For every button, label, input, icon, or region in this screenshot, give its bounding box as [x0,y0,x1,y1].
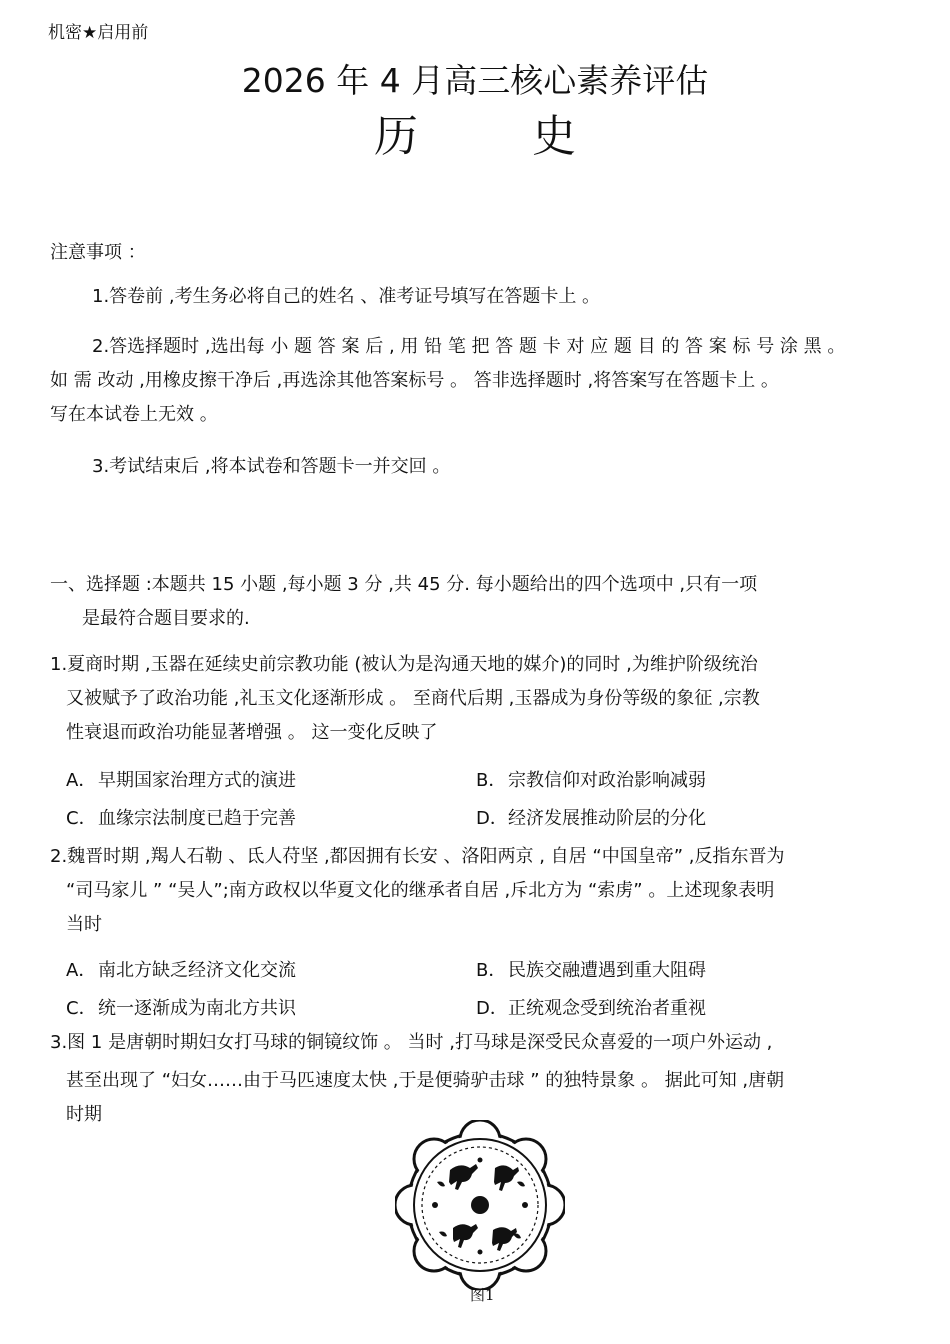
q2-option-c [66,994,296,1020]
option-key: D． [476,808,508,829]
notice-item-2-line-2: 如 需 改动 ,用橡皮擦干净后 ,再选涂其他答案标号 。 答非选择题时 ,将答案写在答题卡上 。 [50,370,779,391]
q1-option-c [66,804,296,830]
bronze-mirror-figure [395,1120,565,1290]
section-instruction: 是最符合题目要求的. [82,608,250,629]
figure-caption: 图1 [470,1286,495,1304]
option-key: D． [476,998,508,1019]
q1-stem-line-1: 1.夏商时期 ,玉器在延续史前宗教功能 (被认为是沟通天地的媒介)的同时 ,为维护阶级统治 [50,654,758,675]
q3-stem-line-3: 时期 [66,1104,102,1125]
q1-option-a [66,766,296,792]
q2-option-d [476,994,706,1020]
option-key: B． [476,960,507,981]
option-key: A． [66,770,97,791]
confidential-mark: 机密★启用前 [48,23,149,43]
bronze-mirror-illustration [395,1120,565,1290]
notice-item-2-line-1: 2.答选择题时 ,选出每 小 题 答 案 后 , 用 铅 笔 把 答 题 卡 对 应 题 目 的 答 案 标 号 涂 黑 。 [92,336,846,357]
option-text: 血缘宗法制度已趋于完善 [98,808,296,829]
q1-stem-line-2: 又被赋予了政治功能 ,礼玉文化逐渐形成 。 至商代后期 ,玉器成为身份等级的象征 ,宗教 [66,688,760,709]
notice-heading: 注意事项 ： [50,242,146,263]
subject-title: 历 史 [374,111,626,162]
option-text: 宗教信仰对政治影响减弱 [508,770,706,791]
option-key: C． [66,998,97,1019]
exam-title: 2026 年 4 月高三核心素养评估 [241,61,709,100]
option-text: 正统观念受到统治者重视 [508,998,706,1019]
q3-stem-line-2: 甚至出现了 “妇女……由于马匹速度太快 ,于是便骑驴击球 ” 的独特景象 。 据此可知 ,唐朝 [66,1070,785,1091]
section-heading: 一、选择题 :本题共 15 小题 ,每小题 3 分 ,共 45 分. 每小题给出的四个选项中 ,只有一项 [50,574,758,595]
q2-stem-line-2: “司马家儿 ” “吴人”;南方政权以华夏文化的继承者自居 ,斥北方为 “索虏” 。上述现象表明 [66,880,775,901]
option-text: 统一逐渐成为南北方共识 [98,998,296,1019]
option-text: 早期国家治理方式的演进 [98,770,296,791]
option-key: C． [66,808,97,829]
q1-stem-line-3: 性衰退而政治功能显著增强 。 这一变化反映了 [66,722,438,743]
notice-item-2-line-3: 写在本试卷上无效 。 [50,404,218,425]
notice-item-3: 3.考试结束后 ,将本试卷和答题卡一并交回 。 [92,456,451,477]
notice-item-1: 1.答卷前 ,考生务必将自己的姓名 、准考证号填写在答题卡上 。 [92,286,601,307]
q1-option-d [476,804,706,830]
q1-option-b [476,766,706,792]
q2-stem-line-1: 2.魏晋时期 ,羯人石勒 、氐人苻坚 ,都因拥有长安 、洛阳两京 , 自居 “中国皇帝” ,反指东晋为 [50,846,785,867]
option-text: 民族交融遭遇到重大阻碍 [508,960,706,981]
q2-option-a [66,956,296,982]
q3-stem-line-1: 3.图 1 是唐朝时期妇女打马球的铜镜纹饰 。 当时 ,打马球是深受民众喜爱的一项户外运动 , [50,1032,773,1053]
option-key: A． [66,960,97,981]
q2-stem-line-3: 当时 [66,914,102,935]
q2-option-b [476,956,706,982]
option-text: 南北方缺乏经济文化交流 [98,960,296,981]
option-text: 经济发展推动阶层的分化 [508,808,706,829]
option-key: B． [476,770,507,791]
